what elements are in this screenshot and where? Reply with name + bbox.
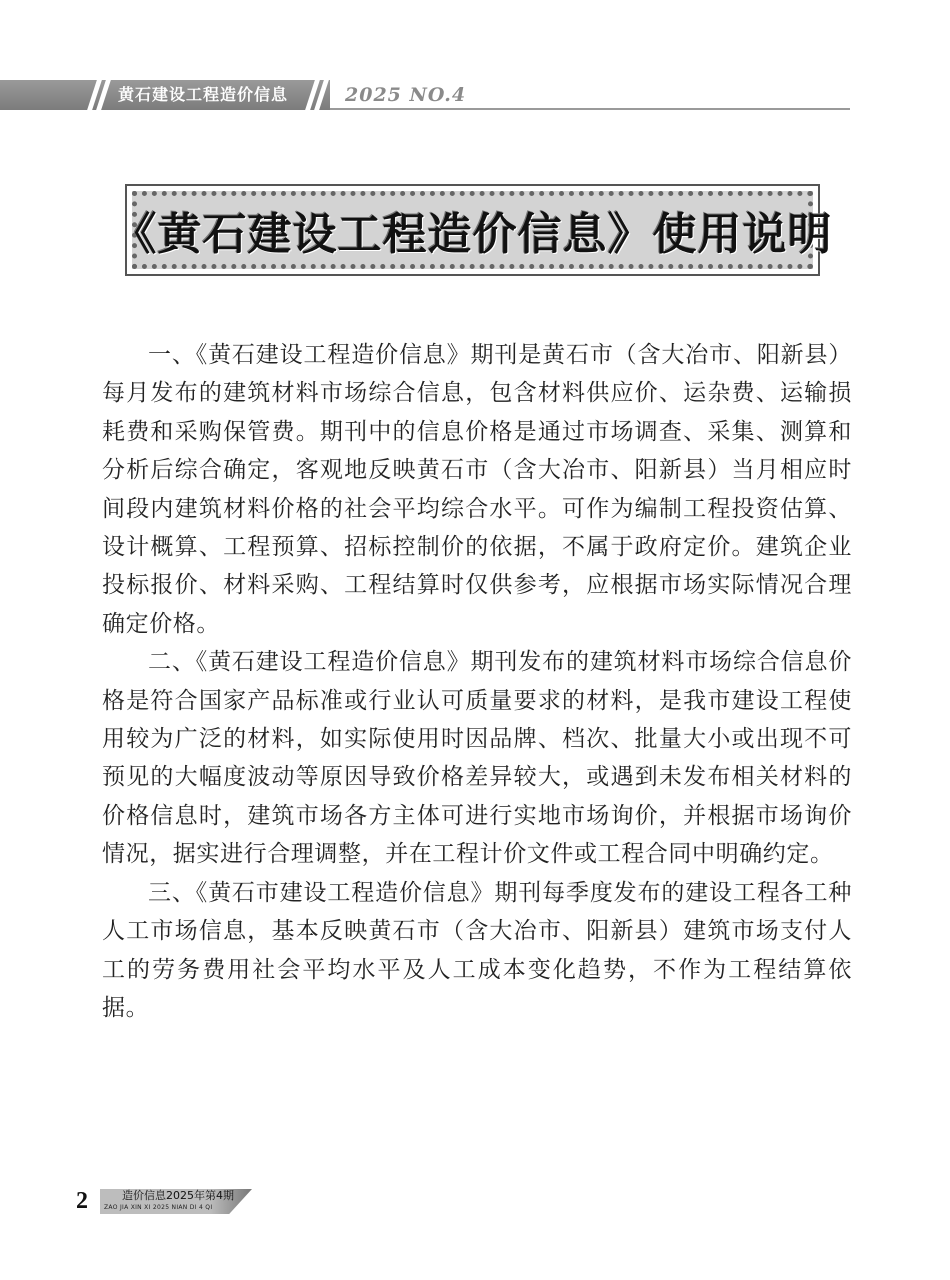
footer-journal-issue: 造价信息2025年第4期 [122, 1189, 234, 1202]
article-body [102, 336, 852, 1027]
paragraph-1: 一、《黄石建设工程造价信息》期刊是黄石市（含大冶市、阳新县）每月发布的建筑材料市场综合信息，包含材料供应价、运杂费、运输损耗费和采购保管费。期刊中的信息价格是通过市场调查、采集、测算和分析后综合确定，客观地反映黄石市（含大冶市、阳新县）当月相应时间段内建筑材料价格的社会平均综合水平。可作为编制工程投资估算、设计概算、工程预算、招标控制价的依据，不属于政府定价。建筑企业投标报价、材料采购、工程结算时仅供参考，应根据市场实际情况合理确定价格。 [102, 342, 852, 637]
page-header [0, 80, 850, 110]
page-number: 2 [76, 1188, 88, 1214]
header-issue-number: 2025 NO.4 [345, 84, 467, 106]
footer-pinyin: ZAO JIA XIN XI 2025 NIAN DI 4 QI [104, 1204, 213, 1211]
title-frame [112, 184, 833, 276]
page-title: 《黄石建设工程造价信息》使用说明 [112, 209, 833, 260]
paragraph-2: 二、《黄石建设工程造价信息》期刊发布的建筑材料市场综合信息价格是符合国家产品标准或行业认可质量要求的材料，是我市建设工程使用较为广泛的材料，如实际使用时因品牌、档次、批量大小或出现不可预见的大幅度波动等原因导致价格差异较大，或遇到未发布相关材料的价格信息时，建筑市场各方主体可进行实地市场询价，并根据市场询价情况，据实进行合理调整，并在工程计价文件或工程合同中明确约定。 [102, 649, 852, 868]
paragraph-3: 三、《黄石市建设工程造价信息》期刊每季度发布的建设工程各工种人工市场信息，基本反映黄石市（含大冶市、阳新县）建筑市场支付人工的劳务费用社会平均水平及人工成本变化趋势，不作为工程结算依据。 [102, 879, 852, 1021]
title-panel [112, 191, 833, 269]
header-journal-title: 黄石建设工程造价信息 [118, 85, 289, 104]
header-rule [330, 108, 850, 110]
